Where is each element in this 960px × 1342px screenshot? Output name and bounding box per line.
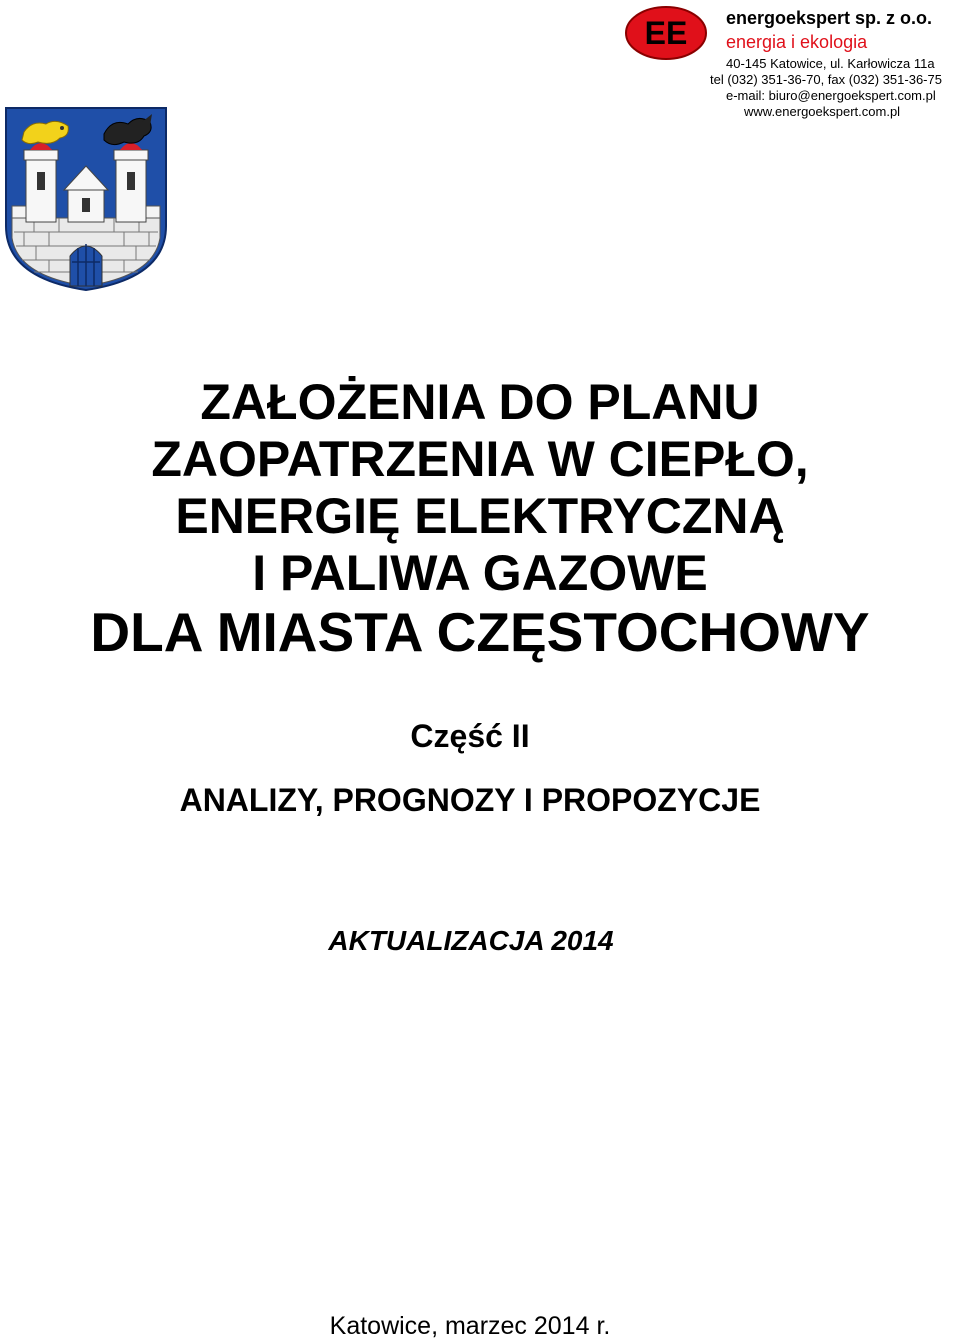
company-tagline: energia i ekologia <box>726 32 868 52</box>
document-title-line: ZAŁOŻENIA DO PLANU <box>200 374 760 430</box>
company-address: 40-145 Katowice, ul. Karłowicza 11a <box>726 56 935 71</box>
part-label: Część II <box>410 718 530 754</box>
document-title-line: ENERGIĘ ELEKTRYCZNĄ <box>175 488 785 544</box>
company-email: e-mail: biuro@energoekspert.com.pl <box>726 88 936 103</box>
update-label: AKTUALIZACJA 2014 <box>328 925 614 956</box>
document-title-line: ZAOPATRZENIA W CIEPŁO, <box>151 431 809 487</box>
company-website: www.energoekspert.com.pl <box>744 104 901 119</box>
logo-text: EE <box>644 15 688 51</box>
document-title-line: DLA MIASTA CZĘSTOCHOWY <box>90 601 870 663</box>
place-date: Katowice, marzec 2014 r. <box>329 1312 611 1340</box>
company-phone: tel (032) 351-36-70, fax (032) 351-36-75 <box>710 72 942 87</box>
coat-of-arms-icon <box>4 106 168 292</box>
document-title-line: I PALIWA GAZOWE <box>252 545 708 601</box>
ee-logo-icon <box>624 4 710 64</box>
document-subtitle: ANALIZY, PROGNOZY I PROPOZYCJE <box>179 782 761 818</box>
company-name: energoekspert sp. z o.o. <box>726 8 933 28</box>
company-header <box>624 4 958 122</box>
